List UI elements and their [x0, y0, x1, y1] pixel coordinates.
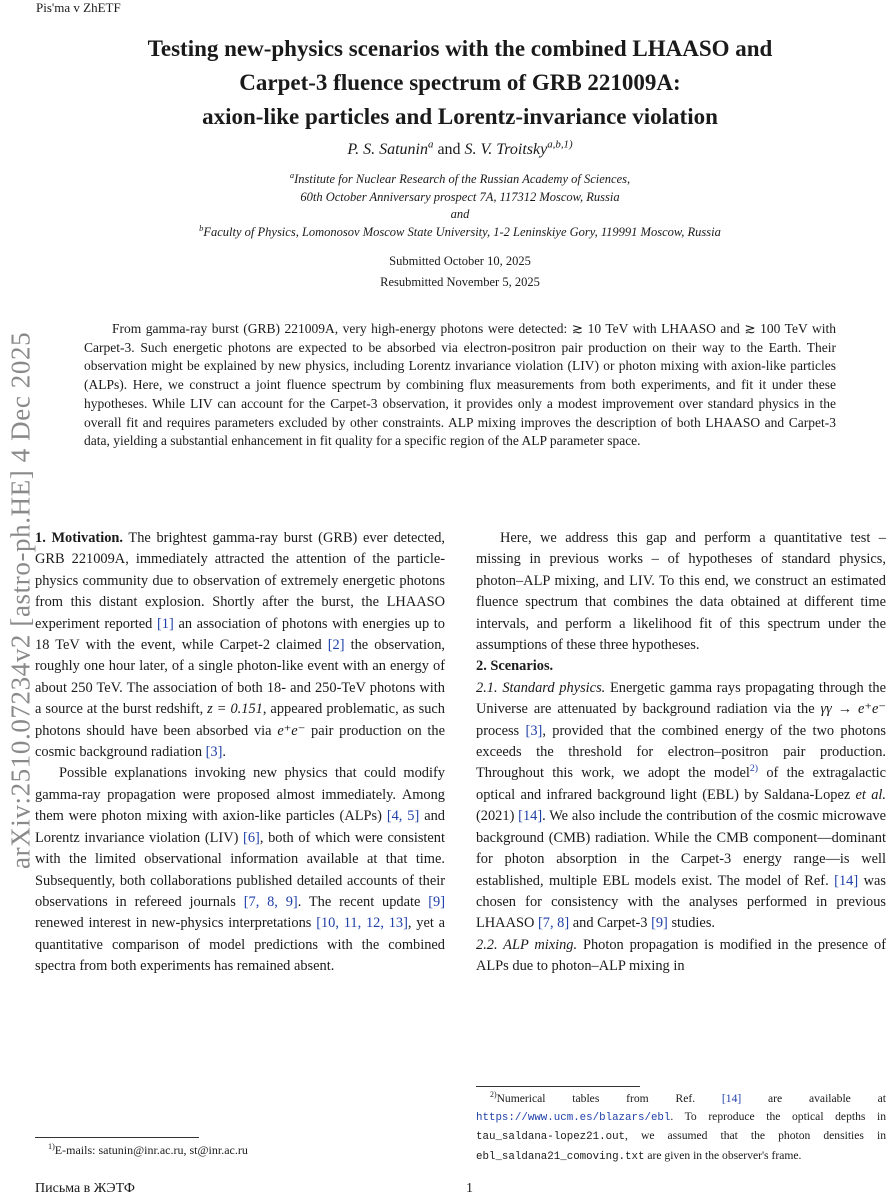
standard-physics-paragraph: [476, 678, 886, 935]
author-1: P. S. Satunin: [347, 141, 428, 158]
text-run: an association of photons with energies up to 18 TeV with the event, while Carpet-2 claimed: [35, 615, 445, 654]
affil-a-mark: a: [289, 169, 295, 180]
text-run: pair production on the cosmic background radiation: [35, 722, 445, 761]
text-run: and Carpet-3: [569, 915, 652, 932]
footnote-2-label: 2): [490, 1090, 497, 1100]
process-expression: γγ → e⁺e⁻: [820, 701, 886, 718]
affil-a-line-1: Institute for Nuclear Research of the Russian Academy of Sciences,: [294, 172, 631, 186]
citation-link[interactable]: [3]: [525, 722, 543, 739]
text-run: . The recent update: [297, 893, 429, 910]
ebl-url-link[interactable]: https://www.ucm.es/blazars/ebl: [476, 1111, 671, 1124]
text-run: , both of which were consistent with the limited observational information available at that time. Subsequently, both collaborations published detailed accounts of their observations in refereed journals: [35, 829, 445, 910]
motivation-paragraph-1: [35, 528, 445, 763]
citation-link[interactable]: [14]: [518, 808, 543, 825]
affil-b-line-1: Faculty of Physics, Lomonosov Moscow State University, 1-2 Leninskiye Gory, 119991 Moscow, Russia: [203, 224, 721, 239]
paper-title: [70, 32, 850, 134]
footnote-rule-right: [476, 1086, 640, 1087]
text-run: Possible explanations invoking new physics that could modify gamma-ray propagation were proposed almost immediately. Among them were photon mixing with axion-like particles (ALPs): [35, 765, 445, 825]
citation-link[interactable]: [3]: [205, 744, 223, 761]
text-run: , yet a quantitative comparison of model predictions with the combined spectra from both experiments has remained absent.: [35, 915, 446, 975]
affil-b-mark: b: [199, 222, 204, 233]
citation-link[interactable]: [10, 11, 12, 13]: [316, 915, 408, 932]
text-run: (2021): [476, 808, 519, 825]
abstract-text: From gamma-ray burst (GRB) 221009A, very high-energy photons were detected: ≳ 10 TeV with LHAASO and ≳ 100 TeV with Carpet-3. Such energetic photons are expected to be absorbed via electron-positron pair production on their way to the Earth. Their observation might be explained by new physics, including Lorentz invariance violation (LIV) or photon mixing with axion-like particles (ALPs). Here, we construct a joint fluence spectrum by combining flux measurements from both experiments, and fit it under these hypotheses. While LIV can account for the Carpet-3 observation, it provides only a modest improvement over standard physics in the overall fit and requires parameters excluded by other constraints. ALP mixing improves the description of both LHAASO and Carpet-3 data, yielding a substantial enhancement in fit quality for a specific region of the ALP parameter space.: [84, 321, 836, 449]
right-column: [476, 528, 886, 978]
affil-a-line-2: 60th October Anniversary prospect 7A, 117312 Moscow, Russia: [300, 189, 620, 204]
citation-link[interactable]: [6]: [243, 829, 260, 846]
scenarios-heading: 2. Scenarios.: [476, 658, 554, 675]
filename-tau: tau_saldana-lopez21.out: [476, 1131, 626, 1143]
authors: [70, 138, 850, 159]
affiliations: [70, 171, 850, 241]
motivation-heading: 1. Motivation.: [35, 530, 124, 546]
text-run: , provided that the combined energy of the two photons exceeds the threshold for electron–positron pair production. Throughout this work, we adopt the model: [476, 722, 886, 782]
alp-mixing-subheading: 2.2. ALP mixing.: [476, 936, 578, 953]
citation-link[interactable]: [9]: [651, 915, 668, 932]
abstract: [84, 320, 836, 451]
footnote-2: [476, 1090, 886, 1166]
left-column: [35, 528, 445, 978]
filename-ebl: ebl_saldana21_comoving.txt: [476, 1150, 645, 1163]
alp-mixing-paragraph: [476, 935, 886, 978]
text-run: of the extragalactic optical and infrared background light (EBL) by Saldana-Lopez: [476, 765, 886, 803]
page-number: 1: [466, 1181, 473, 1196]
journal-header: Pis'ma v ZhETF: [36, 0, 121, 15]
author-2-affil-mark: a,b,1): [547, 138, 573, 151]
motivation-paragraph-2: [35, 763, 445, 977]
text-run: and Lorentz invariance violation (LIV): [35, 808, 445, 846]
author-1-affil-mark: a: [428, 138, 434, 151]
citation-link[interactable]: [7, 8]: [537, 915, 570, 932]
standard-physics-subheading: 2.1. Standard physics.: [476, 679, 606, 696]
footnote-1-mark: 1): [48, 1142, 55, 1151]
text-run: . We also include the contribution of the cosmic microwave background (CMB) radiation. While the CMB component—dominant for photon absorption in the Carpet-3 energy range—is well established, multiple EBL models exist. The model of Ref.: [476, 808, 886, 889]
text-run: Numerical tables from Ref.: [496, 1092, 722, 1105]
footnote-1-text: E-mails: satunin@inr.ac.ru, st@inr.ac.ru: [54, 1143, 248, 1157]
citation-link[interactable]: [7, 8, 9]: [243, 893, 298, 910]
text-run: are available at: [741, 1092, 886, 1105]
title-line-3: axion-like particles and Lorentz-invariance violation: [202, 104, 718, 129]
text-run: are given in the observer's frame.: [644, 1148, 802, 1162]
text-run: was chosen for consistency with the analyses performed in previous LHAASO: [476, 872, 886, 932]
text-run: Energetic gamma rays propagating through the Universe are attenuated by background radiation via the: [476, 679, 886, 718]
text-run: Photon propagation is modified in the presence of ALPs due to photon–ALP mixing in: [476, 936, 886, 975]
submission-dates: [70, 251, 850, 293]
text-run: , appeared problematic, as such photons should have been absorbed via: [35, 701, 446, 739]
arxiv-stamp[interactable]: arXiv:2510.07234v2 [astro-ph.HE] 4 Dec 2025: [5, 331, 36, 869]
author-2: S. V. Troitsky: [464, 141, 548, 158]
pair-expression: e⁺e⁻: [277, 722, 306, 739]
title-line-2: Carpet-3 fluence spectrum of GRB 221009A:: [239, 70, 681, 95]
resubmitted-date: Resubmitted November 5, 2025: [380, 275, 540, 289]
text-run: process: [476, 722, 526, 739]
title-line-1: Testing new-physics scenarios with the combined LHAASO and: [147, 36, 773, 61]
authors-and: and: [437, 141, 461, 158]
citation-link[interactable]: [4, 5]: [386, 808, 420, 825]
text-run: . To reproduce the optical depths in: [670, 1109, 886, 1123]
text-run: .: [222, 744, 227, 761]
citation-link[interactable]: [14]: [834, 872, 859, 889]
text-run: studies.: [667, 915, 716, 932]
citation-link[interactable]: [9]: [428, 893, 446, 910]
citation-link[interactable]: [1]: [157, 615, 174, 632]
text-run: the observation, roughly one hour later, of a single photon-like event with an energy of about 250 TeV. The association of both 18- and 250-TeV photons with a source at the burst redshift,: [35, 637, 445, 718]
text-run: renewed interest in new-physics interpretations: [35, 915, 317, 932]
footer-journal: Письма в ЖЭТФ: [35, 1181, 135, 1196]
intro-paragraph-3: Here, we address this gap and perform a quantitative test – missing in previous works – of hypotheses of standard physics, photon–ALP mixing, and LIV. To this end, we construct an estimated fluence spectrum that combines the data obtained at different time intervals, and perform a likelihood fit of this spectrum under the assumptions of these three hypotheses.: [476, 530, 886, 654]
footnote-2-mark[interactable]: 2): [749, 763, 759, 775]
footnote-rule-left: [35, 1137, 199, 1138]
text-run: The brightest gamma-ray burst (GRB) ever detected, GRB 221009A, immediately attracted the attention of the particle-physics community due to observation of extremely energetic photons from this distant explosion. Shortly after the burst, the LHAASO experiment reported: [35, 530, 445, 632]
text-run: , we assumed that the photon densities in: [625, 1129, 886, 1142]
affil-and: and: [450, 207, 470, 221]
submitted-date: Submitted October 10, 2025: [389, 254, 531, 268]
footnote-1: [48, 1142, 248, 1158]
citation-link[interactable]: [14]: [721, 1092, 742, 1105]
et-al: et al.: [855, 786, 886, 803]
citation-link[interactable]: [2]: [327, 637, 345, 654]
redshift-expression: z = 0.151: [207, 701, 263, 718]
